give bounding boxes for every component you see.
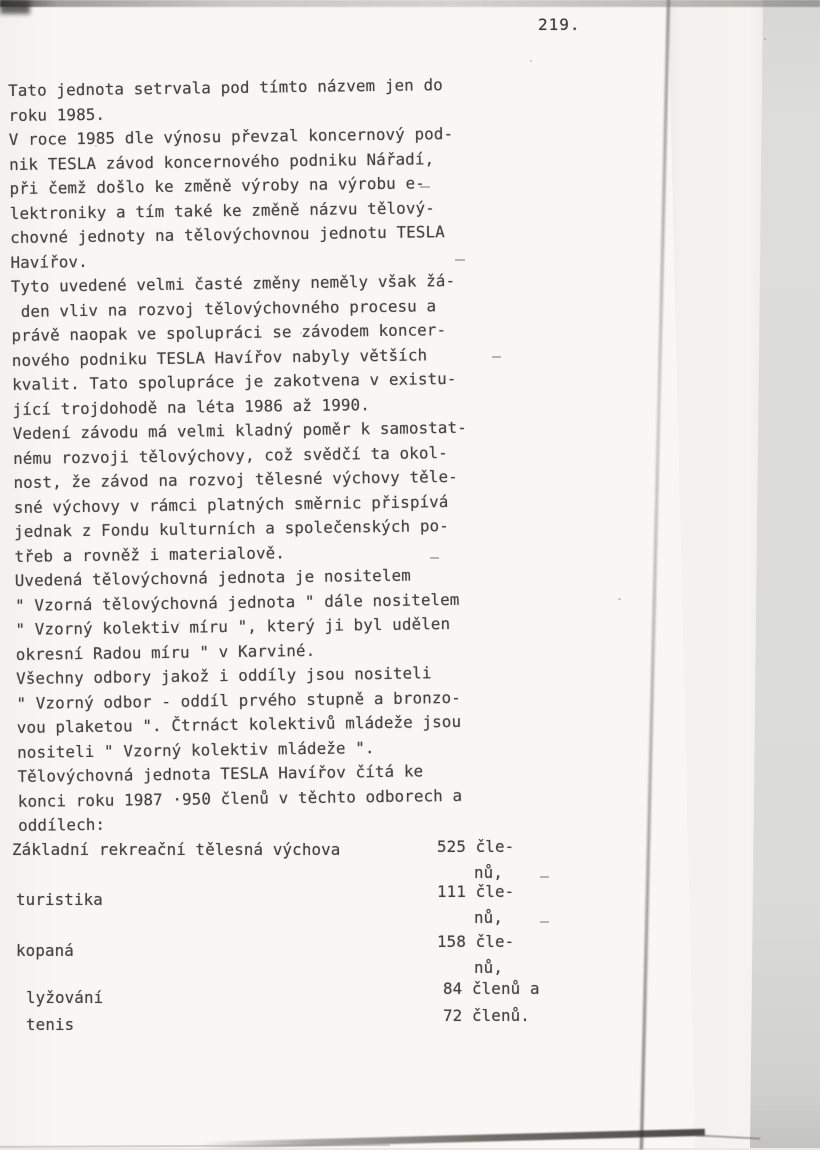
text-line: nik TESLA závod koncernového podniku Nářadí, [9, 148, 435, 174]
text-line: den vliv na rozvoj tělovýchovného procesu a [11, 295, 437, 321]
text-line: okresní Radou míru " v Karviné. [15, 640, 316, 664]
text-line: Všechny odbory jakož i oddíly jsou nositeli [16, 663, 432, 688]
table-row-value-cont: nů, [474, 908, 503, 927]
text-line: Tato jednota setrvala pod tímto názvem jen do [8, 75, 443, 100]
text-line: kvalit. Tato spolupráce je zakotvena v existu- [12, 368, 457, 394]
scan-top-edge-shadow [0, 0, 820, 7]
table-row-value: 84 členů a [443, 979, 540, 998]
table-row-label: Základní rekreační tělesná výchova [12, 840, 341, 859]
scan-top-left-corner-shadow [0, 0, 30, 14]
text-line: jící trojdohodě na léta 1986 až 1990. [12, 394, 371, 419]
ink-smudge [540, 921, 549, 923]
text-line: při čemž došlo ke změně výroby na výrobu e- [9, 173, 425, 198]
text-line: konci roku 1987 ·950 členů v těchto odborech a [17, 785, 463, 811]
table-row-value-cont: nů, [474, 958, 503, 977]
text-line: " Vzorná tělovýchovná jednota " dále nositelem [15, 589, 460, 615]
text-line: jednak z Fondu kulturních a společenských po- [14, 516, 449, 541]
document-body-text [8, 72, 504, 838]
text-line: sné výchovy v rámci platných směrnic přispívá [13, 491, 449, 517]
page-fold-line [640, 0, 670, 1150]
text-line: právě naopak ve spolupráci se závodem koncer- [11, 320, 447, 345]
table-row-label: turistika [16, 890, 103, 909]
text-line: oddílech: [18, 814, 106, 835]
text-line: V roce 1985 dle výnosu převzal koncernový pod- [8, 123, 454, 149]
text-line: Tyto uvedené velmi časté změny neměly však žá- [10, 270, 456, 296]
scan-speck [530, 60, 532, 62]
scan-speck [618, 598, 621, 600]
scan-speck [764, 38, 766, 40]
ink-smudge [540, 876, 549, 878]
table-row-label: lyžování [26, 988, 104, 1007]
table-row-value: 525 čle- [437, 837, 515, 856]
page-number: 219. [538, 15, 581, 34]
text-line: Tělovýchovná jednota TESLA Havířov čítá ke [17, 761, 424, 786]
text-line: Havířov. [10, 251, 88, 272]
text-line: Vedení závodu má velmi kladný poměr k samostat- [12, 417, 467, 443]
text-line: nového podniku TESLA Havířov nabyly větších [11, 344, 428, 370]
table-row-value: 111 čle- [437, 882, 515, 901]
scan-bottom-left-line [0, 1144, 390, 1148]
table-row-value: 72 členů. [443, 1006, 530, 1025]
text-line: nému rozvoji tělovýchovy, což svědčí ta okol- [13, 442, 448, 468]
text-line: " Vzorný kolektiv míru ", který ji byl udělen [15, 614, 451, 639]
text-line: roku 1985. [8, 104, 106, 125]
text-line: Uvedená tělovýchovná jednota je nositelem [14, 565, 412, 590]
text-line: vou plaketou ". Čtrnáct kolektivů mládeže jsou [16, 711, 462, 737]
text-line: " Vzorný odbor - oddíl prvého stupně a bronzo- [16, 687, 461, 713]
text-line: nost, že závod na rozvoj tělesné výchovy těle- [13, 466, 458, 492]
table-row-label: kopaná [16, 941, 74, 960]
text-line: nositeli " Vzorný kolektiv mládeže ". [17, 737, 375, 762]
text-line: třeb a rovněž i materialově. [14, 542, 286, 566]
table-row-value-cont: nů, [474, 863, 503, 882]
table-row-label: tenis [26, 1015, 75, 1034]
text-line: chovné jednoty na tělovýchovnou jednotu TESLA [10, 222, 445, 247]
text-line: lektroniky a tím také ke změně názvu tělový- [9, 197, 435, 223]
table-row-value: 158 čle- [437, 932, 515, 951]
